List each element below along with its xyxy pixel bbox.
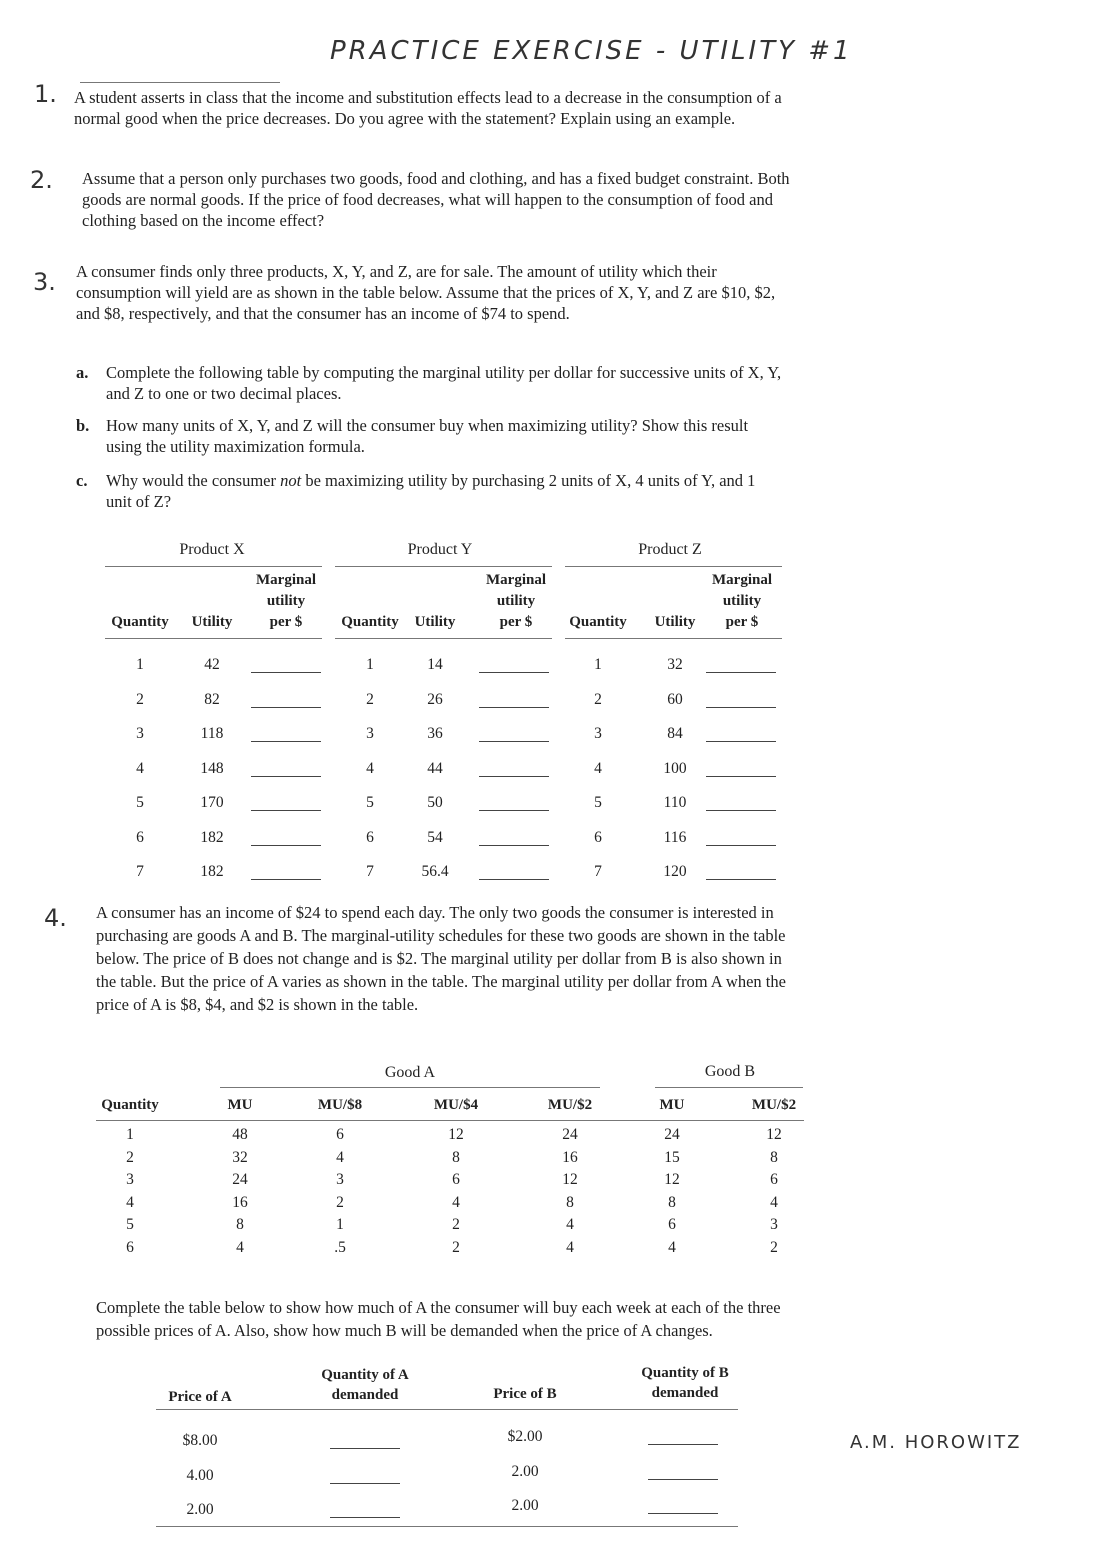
- question-1-text: A student asserts in class that the income and substitution effects lead to a decrease in the consumption of a normal good when the price decreases. Do you agree with the statement? Explain using an example.: [74, 88, 782, 128]
- utility-cell: 42: [204, 656, 220, 673]
- part-c-text: [106, 470, 784, 512]
- quantity-cell: 2: [366, 690, 374, 708]
- table-cell: 8: [770, 1148, 778, 1166]
- utility-cell: 36: [427, 725, 443, 742]
- column-header-qty-b: Quantity of B: [641, 1365, 729, 1381]
- table-cell: 24: [664, 1126, 680, 1143]
- quantity-cell: 5: [136, 794, 144, 811]
- answer-blank[interactable]: [251, 741, 321, 742]
- answer-blank[interactable]: [706, 672, 776, 673]
- column-header-price-b: Price of B: [493, 1386, 557, 1402]
- quantity-cell: 4: [366, 759, 374, 777]
- table-cell: 2: [336, 1193, 344, 1211]
- answer-blank[interactable]: [251, 810, 321, 811]
- table-cell: 3: [126, 1171, 134, 1189]
- table-cell: 6: [452, 1171, 460, 1189]
- answer-blank[interactable]: [479, 810, 549, 811]
- group-header-good-b: Good B: [704, 1063, 756, 1080]
- part-c-emphasis: not: [280, 471, 302, 490]
- utility-cell: 56.4: [421, 863, 449, 880]
- quantity-cell: 1: [366, 656, 374, 673]
- column-header-marginal-utility: Marginal: [486, 572, 546, 588]
- price-a-cell: 2.00: [186, 1501, 214, 1518]
- answer-blank[interactable]: [330, 1517, 400, 1518]
- table-cell: 4: [126, 1193, 134, 1211]
- table-cell: 8: [452, 1148, 460, 1166]
- table-cell: 3: [770, 1216, 778, 1234]
- utility-cell: 60: [667, 690, 683, 708]
- divider: [565, 638, 782, 639]
- column-header-marginal-utility: utility: [722, 593, 762, 609]
- utility-cell: 14: [427, 656, 443, 673]
- column-header-qty-b-2: demanded: [651, 1385, 719, 1401]
- question-3-text: A consumer finds only three products, X, Y, and Z, are for sale. The amount of utility which their consumption will yield are as shown in the table below. Assume that the prices of X, Y, and Z are $10, $2, and $8, respectively, and that the consumer has an income of $74 to spend.: [76, 262, 776, 323]
- part-c-text-after: be maximizing utility by purchasing 2 units of X, 4 units of Y, and 1 unit of Z?: [106, 471, 756, 511]
- divider: [335, 638, 552, 639]
- table-cell: 24: [562, 1126, 578, 1143]
- quantity-cell: 6: [136, 828, 144, 846]
- quantity-cell: 7: [366, 863, 374, 880]
- part-a-text: Complete the following table by computing the marginal utility per dollar for successive units of X, Y, and Z to one or two decimal places.: [106, 363, 782, 403]
- quantity-cell: 3: [136, 725, 144, 742]
- utility-cell: 182: [200, 828, 224, 846]
- quantity-cell: 5: [366, 794, 374, 811]
- column-header-quantity: Quantity: [341, 614, 399, 630]
- utility-cell: 120: [663, 863, 687, 880]
- column-header: MU/$2: [751, 1097, 797, 1113]
- column-header: Quantity: [101, 1097, 159, 1113]
- table-cell: 4: [668, 1239, 676, 1256]
- utility-cell: 82: [204, 690, 220, 708]
- utility-cell: 50: [427, 794, 443, 811]
- part-label-c: c.: [76, 471, 88, 490]
- answer-blank[interactable]: [648, 1513, 718, 1514]
- answer-blank[interactable]: [706, 741, 776, 742]
- quantity-cell: 6: [594, 828, 602, 846]
- part-c-text-before: Why would the consumer: [106, 471, 281, 490]
- answer-blank[interactable]: [706, 707, 776, 708]
- answer-blank[interactable]: [251, 879, 321, 880]
- table-cell: 4: [566, 1216, 574, 1234]
- price-a-cell: $8.00: [182, 1432, 218, 1449]
- column-header-utility: Utility: [414, 614, 456, 630]
- utility-cell: 182: [200, 863, 224, 880]
- table-cell: 48: [232, 1126, 248, 1143]
- price-a-cell: 4.00: [186, 1466, 214, 1484]
- divider: [335, 566, 552, 567]
- group-header-good-a: Good A: [384, 1064, 436, 1081]
- table-cell: 6: [770, 1171, 778, 1189]
- answer-blank[interactable]: [706, 879, 776, 880]
- table-cell: 6: [668, 1216, 676, 1234]
- answer-blank[interactable]: [479, 879, 549, 880]
- table-cell: 2: [770, 1239, 778, 1256]
- divider: [655, 1087, 803, 1088]
- answer-blank[interactable]: [251, 672, 321, 673]
- divider: [105, 638, 322, 639]
- utility-cell: 110: [663, 794, 687, 811]
- column-header-qty-a: Quantity of A: [321, 1367, 409, 1383]
- column-header-qty-a-2: demanded: [331, 1387, 399, 1403]
- utility-cell: 148: [200, 759, 224, 777]
- utility-cell: 54: [427, 828, 443, 846]
- utility-cell: 170: [200, 794, 224, 811]
- table-cell: 4: [452, 1193, 460, 1211]
- utility-cell: 32: [667, 656, 683, 673]
- divider: [105, 566, 322, 567]
- table-cell: 4: [236, 1239, 244, 1256]
- answer-blank[interactable]: [251, 776, 321, 777]
- answer-blank[interactable]: [251, 845, 321, 846]
- answer-blank[interactable]: [706, 776, 776, 777]
- quantity-cell: 5: [594, 794, 602, 811]
- answer-blank[interactable]: [648, 1444, 718, 1445]
- table-cell: 32: [232, 1148, 248, 1166]
- table-cell: 12: [664, 1171, 680, 1189]
- table-cell: 4: [566, 1239, 574, 1256]
- table-cell: 24: [232, 1171, 248, 1189]
- table-cell: 2: [452, 1216, 460, 1234]
- part-b-text: How many units of X, Y, and Z will the consumer buy when maximizing utility? Show this result using the utility maximization formula.: [106, 416, 749, 456]
- price-b-cell: $2.00: [507, 1428, 543, 1445]
- answer-blank[interactable]: [479, 845, 549, 846]
- table-cell: 2: [126, 1148, 134, 1166]
- table-cell: 8: [668, 1193, 676, 1211]
- column-header-price-a: Price of A: [168, 1389, 232, 1405]
- column-header-utility: Utility: [654, 614, 696, 630]
- column-header-marginal-utility: utility: [266, 593, 306, 609]
- utility-cell: 44: [427, 759, 443, 777]
- price-b-cell: 2.00: [511, 1497, 539, 1514]
- answer-blank[interactable]: [706, 845, 776, 846]
- part-label-b: b.: [76, 416, 90, 435]
- question-number-1: 1.: [34, 80, 57, 108]
- column-header-quantity: Quantity: [569, 614, 627, 630]
- quantity-cell: 6: [366, 828, 374, 846]
- table-cell: 12: [448, 1126, 464, 1143]
- divider: [156, 1526, 738, 1527]
- column-header-marginal-utility: utility: [496, 593, 536, 609]
- table-cell: 3: [336, 1171, 344, 1189]
- answer-blank[interactable]: [330, 1448, 400, 1449]
- table-cell: 4: [336, 1148, 344, 1166]
- quantity-cell: 7: [136, 863, 144, 880]
- column-header-marginal-utility: per $: [269, 614, 303, 630]
- quantity-cell: 3: [366, 725, 374, 742]
- table-cell: 1: [126, 1126, 134, 1143]
- divider: [156, 1409, 738, 1410]
- table-cell: 12: [562, 1171, 578, 1189]
- column-header: MU/$4: [433, 1097, 479, 1113]
- answer-blank[interactable]: [479, 672, 549, 673]
- table-cell: 16: [232, 1193, 248, 1211]
- utility-cell: 100: [663, 759, 687, 777]
- divider: [96, 1120, 804, 1121]
- table-cell: 6: [336, 1126, 344, 1143]
- quantity-cell: 3: [594, 725, 602, 742]
- quantity-cell: 2: [136, 690, 144, 708]
- quantity-cell: 7: [594, 863, 602, 880]
- answer-blank[interactable]: [251, 707, 321, 708]
- question-number-2: 2.: [30, 166, 53, 194]
- page-title: PRACTICE EXERCISE - UTILITY #1: [330, 36, 853, 66]
- question-4-instruction: Complete the table below to show how much of A the consumer will buy each week at each of the three possible prices of A. Also, show how much B will be demanded when the price of A changes.: [96, 1298, 781, 1340]
- column-header: MU: [659, 1097, 685, 1113]
- answer-blank[interactable]: [330, 1483, 400, 1484]
- divider: [220, 1087, 600, 1088]
- column-header-marginal-utility: per $: [725, 614, 759, 630]
- answer-blank[interactable]: [479, 776, 549, 777]
- table-cell: 16: [562, 1148, 578, 1166]
- author-signature: A.M. HOROWITZ: [850, 1432, 1022, 1453]
- utility-cell: 84: [667, 725, 683, 742]
- column-header-quantity: Quantity: [111, 614, 169, 630]
- question-2-text: Assume that a person only purchases two goods, food and clothing, and has a fixed budget constraint. Both goods are normal goods. If the price of food decreases, what will happen to the consumption of food and clothing based on the income effect?: [82, 169, 790, 230]
- answer-blank[interactable]: [706, 810, 776, 811]
- product-header: Product X: [179, 541, 245, 558]
- answer-blank[interactable]: [648, 1479, 718, 1480]
- answer-blank[interactable]: [479, 707, 549, 708]
- table-cell: 1: [336, 1216, 344, 1234]
- utility-cell: 118: [200, 725, 224, 742]
- part-label-a: a.: [76, 363, 89, 382]
- column-header: MU: [227, 1097, 253, 1113]
- quantity-cell: 4: [136, 759, 144, 777]
- column-header-marginal-utility: per $: [499, 614, 533, 630]
- column-header-marginal-utility: Marginal: [712, 572, 772, 588]
- product-header: Product Y: [407, 541, 473, 558]
- question-4-text: A consumer has an income of $24 to spend each day. The only two goods the consumer is interested in purchasing are goods A and B. The marginal-utility schedules for these two goods are shown in the table below. The price of B does not change and is $2. The marginal utility per dollar from B is also shown in the table. But the price of A varies as shown in the table. The marginal utility per dollar from A when the price of A is $8, $4, and $2 is shown in the table.: [96, 903, 786, 1014]
- table-cell: 8: [566, 1193, 574, 1211]
- divider: [80, 82, 280, 83]
- table-cell: 4: [770, 1193, 778, 1211]
- quantity-cell: 1: [136, 656, 144, 673]
- utility-cell: 116: [663, 828, 687, 846]
- answer-blank[interactable]: [479, 741, 549, 742]
- divider: [565, 566, 782, 567]
- table-cell: .5: [334, 1239, 346, 1256]
- quantity-cell: 4: [594, 759, 602, 777]
- column-header: MU/$8: [317, 1097, 363, 1113]
- table-cell: 5: [126, 1216, 134, 1234]
- price-b-cell: 2.00: [511, 1462, 539, 1480]
- table-cell: 15: [664, 1148, 680, 1166]
- table-cell: 6: [126, 1239, 134, 1256]
- column-header-utility: Utility: [191, 614, 233, 630]
- table-cell: 12: [766, 1126, 782, 1143]
- column-header-marginal-utility: Marginal: [256, 572, 316, 588]
- question-number-4: 4.: [44, 904, 67, 932]
- quantity-cell: 1: [594, 656, 602, 673]
- table-cell: 8: [236, 1216, 244, 1234]
- question-number-3: 3.: [33, 268, 56, 296]
- table-cell: 2: [452, 1239, 460, 1256]
- quantity-cell: 2: [594, 690, 602, 708]
- product-header: Product Z: [638, 541, 702, 558]
- utility-cell: 26: [427, 690, 443, 708]
- column-header: MU/$2: [547, 1097, 593, 1113]
